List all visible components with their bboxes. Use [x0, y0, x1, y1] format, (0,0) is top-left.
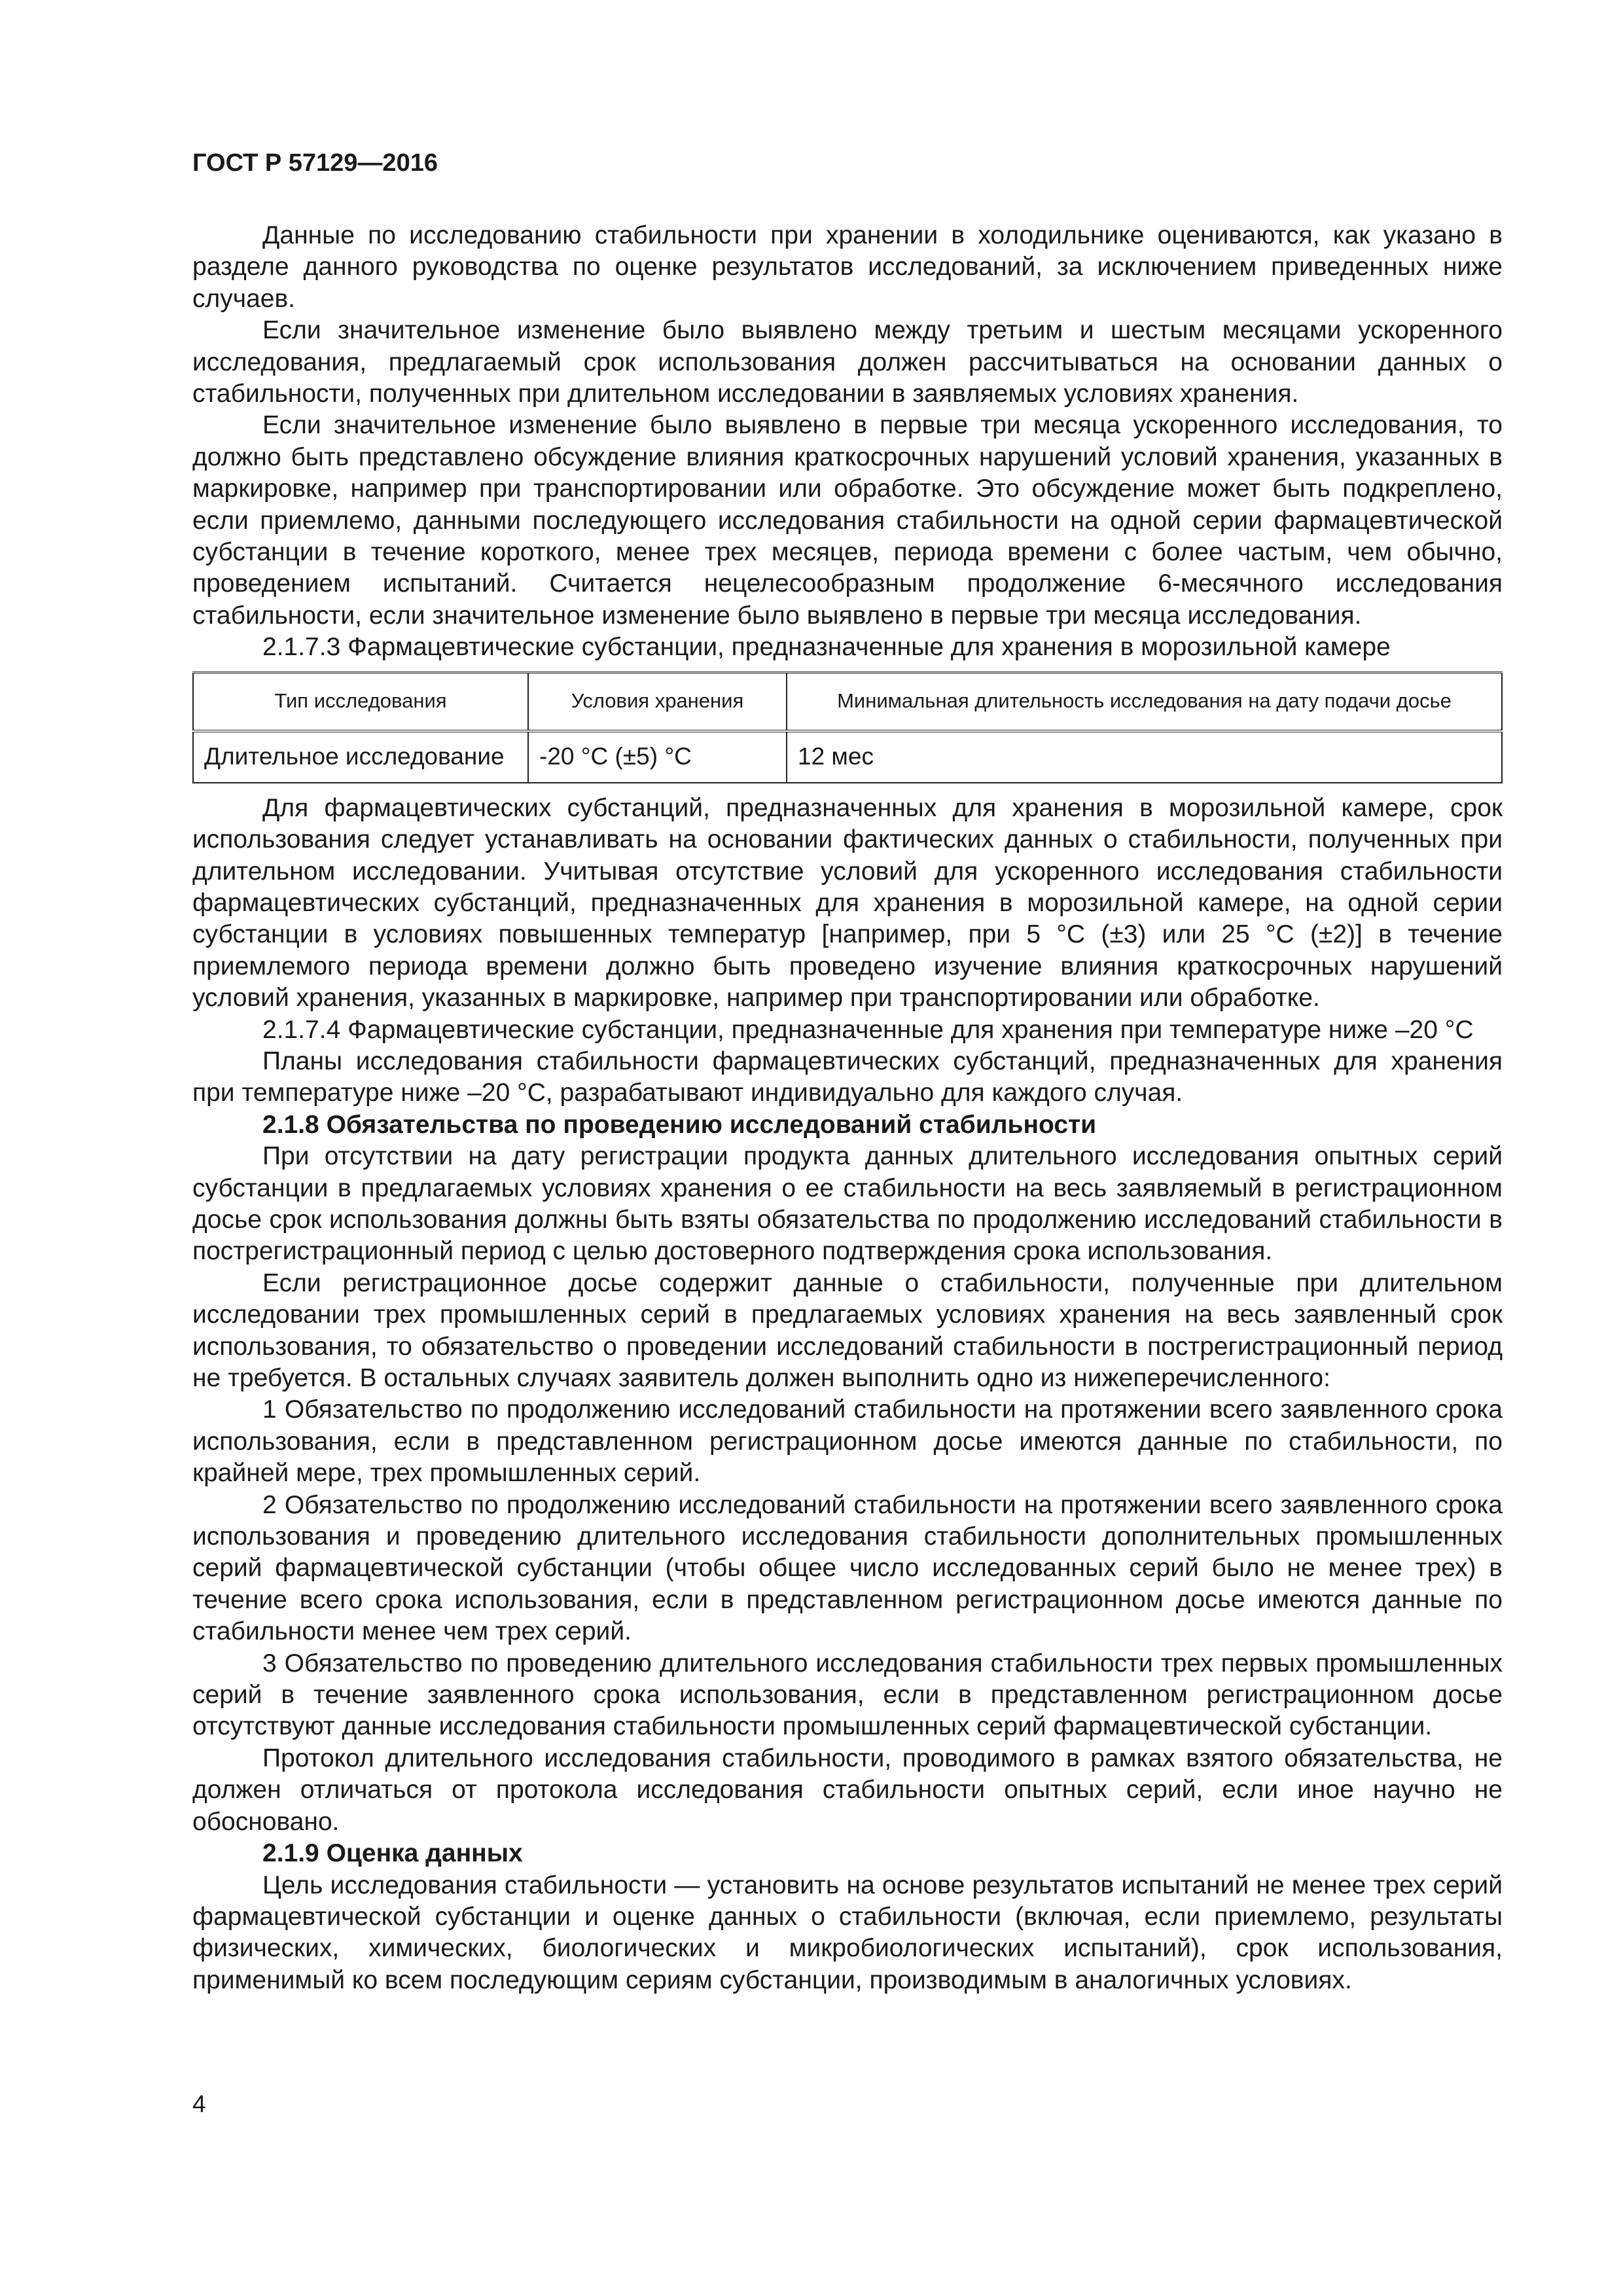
table-row [193, 731, 1502, 783]
paragraph: 3 Обязательство по проведению длительного исследования стабильности трех первых промышленных серий в течение заявленного срока использования, если в представленном регистрационном досье отсутствуют данные исследования стабильности промышленных серий фармацевтической субстанции. [192, 1649, 1503, 1741]
document-body [192, 220, 1503, 1996]
paragraph: Если значительное изменение было выявлено между третьим и шестым месяцами ускоренного исследования, предлагаемый срок использования должен рассчитываться на основании данных о стабильности, полученных при длительном исследовании в заявляемых условиях хранения. [192, 316, 1503, 408]
paragraph: 2 Обязательство по продолжению исследований стабильности на протяжении всего заявленного срока использования и проведению длительного исследования стабильности дополнительных промышленных серий фармацевтической субстанции (чтобы общее число исследованных серий было не менее трех) в течение всего срока использования, если в представленном регистрационном досье имеются данные по стабильности менее чем трех серий. [192, 1490, 1503, 1646]
table-header-cell: Тип исследования [193, 672, 528, 731]
table-cell: Длительное исследование [193, 731, 528, 783]
document-header: ГОСТ Р 57129—2016 [192, 149, 438, 177]
table-header-row [193, 672, 1502, 731]
paragraph: При отсутствии на дату регистрации продукта данных длительного исследования опытных серий субстанции в предлагаемых условиях хранения о ее стабильности на весь заявляемый в регистрационном досье срок использования должны быть взяты обязательства по продолжению исследований стабильности в пострегистрационный период с целью достоверного подтверждения срока использования. [192, 1142, 1503, 1266]
table-header-cell: Условия хранения [528, 672, 787, 731]
paragraphs-before-table [192, 220, 1503, 664]
paragraph: Если значительное изменение было выявлено в первые три месяца ускоренного исследования, то должно быть представлено обсуждение влияния краткосрочных нарушений условий хранения, указанных в маркировке, например при транспортировании или обработке. Это обсуждение может быть подкреплено, если приемлемо, данными последующего исследования стабильности на одной серии фармацевтической субстанции в течение короткого, менее трех месяцев, периода времени с более частым, чем обычно, проведением испытаний. Считается нецелесообразным продолжение 6-месячного исследования стабильности, если значительное изменение было выявлено в первые три месяца исследования. [192, 411, 1503, 630]
table-header-cell: Минимальная длительность исследования на дату подачи досье [787, 672, 1502, 731]
paragraph: 2.1.7.4 Фармацевтические субстанции, предназначенные для хранения при температуре ниже –20 °С [262, 1015, 1474, 1044]
paragraph: 2.1.7.3 Фармацевтические субстанции, предназначенные для хранения в морозильной камере [262, 633, 1391, 662]
paragraph: Протокол длительного исследования стабильности, проводимого в рамках взятого обязательства, не должен отличаться от протокола исследования стабильности опытных серий, если иное научно не обосновано. [192, 1744, 1503, 1836]
paragraph: Для фармацевтических субстанций, предназначенных для хранения в морозильной камере, срок использования следует устанавливать на основании фактических данных о стабильности, полученных при длительном исследовании. Учитывая отсутствие условий для ускоренного исследования стабильности фармацевтических субстанций, предназначенных для хранения в морозильной камере, на одной серии субстанции в условиях повышенных температур [например, при 5 °С (±3) или 25 °С (±2)] в течение приемлемого периода времени должно быть проведено изучение влияния краткосрочных нарушений условий хранения, указанных в маркировке, например при транспортировании или обработке. [192, 793, 1503, 1013]
table-cell: -20 °С (±5) °С [528, 731, 787, 783]
paragraph: Планы исследования стабильности фармацевтических субстанций, предназначенных для хранения при температуре ниже –20 °С, разрабатывают индивидуально для каждого случая. [192, 1047, 1503, 1107]
page-number: 4 [192, 2090, 206, 2117]
storage-conditions-table [192, 672, 1503, 783]
table-cell: 12 мес [787, 731, 1502, 783]
paragraph: Данные по исследованию стабильности при хранении в холодильнике оцениваются, как указано в разделе данного руководства по оценке результатов исследований, за исключением приведенных ниже случаев. [192, 221, 1503, 313]
paragraph: 1 Обязательство по продолжению исследований стабильности на протяжении всего заявленного срока использования, если в представленном регистрационном досье имеются данные по стабильности, по крайней мере, трех промышленных серий. [192, 1395, 1503, 1488]
paragraph: Цель исследования стабильности — установить на основе результатов испытаний не менее трех серий фармацевтической субстанции и оценке данных о стабильности (включая, если приемлемо, результаты физических, химических, биологических и микробиологических испытаний), срок использования, применимый ко всем последующим сериям субстанции, производимым в аналогичных условиях. [192, 1871, 1503, 1994]
section-heading: 2.1.8 Обязательства по проведению исследований стабильности [262, 1110, 1097, 1139]
paragraphs-after-table [192, 793, 1503, 1996]
section-heading: 2.1.9 Оценка данных [262, 1839, 523, 1868]
paragraph: Если регистрационное досье содержит данные о стабильности, полученные при длительном исследовании трех промышленных серий в предлагаемых условиях хранения на весь заявленный срок использования, то обязательство о проведении исследований стабильности в пострегистрационный период не требуется. В остальных случаях заявитель должен выполнить одно из нижеперечисленного: [192, 1268, 1503, 1392]
